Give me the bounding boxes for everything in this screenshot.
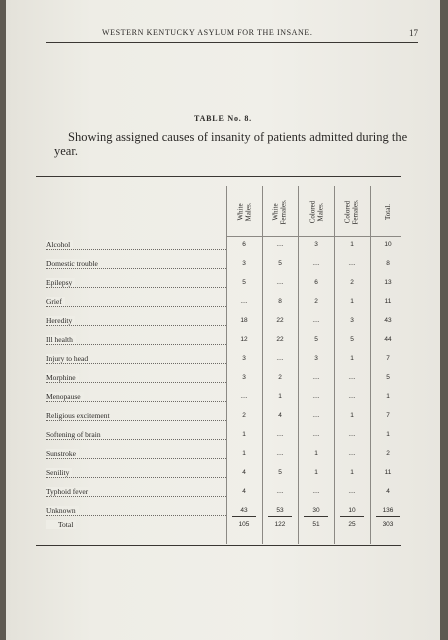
row-label-text: Total: [46, 520, 76, 529]
row-label-text: Alcohol: [46, 240, 73, 249]
sum-rule: [304, 516, 328, 517]
table-row: [46, 506, 406, 520]
cell-white-males: 3: [242, 355, 246, 362]
row-label: [46, 259, 226, 271]
row-label: [46, 487, 226, 499]
sum-rule: [340, 516, 364, 517]
leader-dots: [46, 325, 226, 326]
cell-colored-males: 2: [314, 298, 318, 305]
cell-white-females: 8: [278, 298, 282, 305]
column-header-label: Total.: [383, 203, 392, 221]
cell-colored-females: ....: [348, 374, 356, 381]
row-label-text: Typhoid fever: [46, 487, 91, 496]
cell-white-females: 4: [278, 412, 282, 419]
leader-dots: [46, 439, 226, 440]
row-label: [46, 297, 226, 309]
row-label-text: Unknown: [46, 506, 79, 515]
cell-white-males: ....: [240, 393, 248, 400]
cell-white-males: ....: [240, 298, 248, 305]
cell-white-females: ....: [276, 241, 284, 248]
row-label-text: Sunstroke: [46, 449, 79, 458]
sum-rule: [268, 516, 292, 517]
cell-colored-males: 6: [314, 279, 318, 286]
cell-colored-females: ....: [348, 260, 356, 267]
row-label-text: Ill health: [46, 335, 76, 344]
cell-total: 13: [384, 279, 392, 286]
cell-total: 11: [384, 469, 392, 476]
column-header-label: Colored Females.: [343, 199, 360, 225]
row-label: [46, 506, 226, 518]
cell-total: 4: [386, 488, 390, 495]
row-label-text: Grief: [46, 297, 65, 306]
table-row: [46, 335, 406, 349]
row-label: [46, 335, 226, 347]
cell-colored-females: ....: [348, 431, 356, 438]
leader-dots: [46, 382, 226, 383]
leader-dots: [46, 458, 226, 459]
table-row: [46, 411, 406, 425]
row-label: [46, 392, 226, 404]
column-header-total: [370, 190, 406, 234]
header-bottom-rule: [226, 236, 401, 237]
leader-dots: [46, 496, 226, 497]
column-header-label: White Males.: [235, 202, 252, 222]
row-label-text: Softening of brain: [46, 430, 104, 439]
column-header-colored-females: [334, 190, 370, 234]
sum-rule: [376, 516, 400, 517]
row-label-text: Morphine: [46, 373, 79, 382]
cell-colored-females: 1: [350, 355, 354, 362]
book-page: [6, 0, 440, 640]
cell-white-males: 4: [242, 488, 246, 495]
cell-colored-females: 1: [350, 412, 354, 419]
cell-colored-females: 5: [350, 336, 354, 343]
leader-dots: [46, 344, 226, 345]
leader-dots: [46, 420, 226, 421]
cell-white-females: ....: [276, 450, 284, 457]
cell-colored-females: 10: [348, 507, 356, 514]
cell-white-males: 5: [242, 279, 246, 286]
row-label: [46, 373, 226, 385]
cell-colored-males: ....: [312, 488, 320, 495]
cell-colored-males: 1: [314, 469, 318, 476]
cell-total: 10: [384, 241, 392, 248]
column-header-label: Colored Males.: [308, 200, 324, 224]
leader-dots: [46, 268, 226, 269]
table-row: [46, 392, 406, 406]
cell-total: 1: [386, 393, 390, 400]
cell-white-males: 43: [240, 507, 248, 514]
total-row: [46, 520, 406, 534]
row-label-text: Menopause: [46, 392, 84, 401]
cell-total: 136: [382, 507, 394, 514]
table-row: [46, 354, 406, 368]
row-label-text: Injury to head: [46, 354, 91, 363]
cell-colored-males: ....: [312, 393, 320, 400]
cell-white-males: 3: [242, 374, 246, 381]
cell-total: 11: [384, 298, 392, 305]
column-header-white-males: [226, 190, 262, 234]
cell-colored-females: 2: [350, 279, 354, 286]
cell-colored-females: 1: [350, 298, 354, 305]
cell-colored-females: ....: [348, 393, 356, 400]
cell-total: 1: [386, 431, 390, 438]
cell-total: 7: [386, 412, 390, 419]
table-title: TABLE No. 8.: [194, 114, 252, 123]
cell-colored-males: 30: [312, 507, 320, 514]
row-label: [46, 240, 226, 252]
cell-white-males: 4: [242, 469, 246, 476]
table-bottom-rule: [36, 545, 401, 546]
cell-total: 7: [386, 355, 390, 362]
cell-total: 8: [386, 260, 390, 267]
cell-colored-males: 51: [312, 521, 320, 528]
leader-dots: [46, 401, 226, 402]
cell-colored-females: 1: [350, 469, 354, 476]
row-label-text: Heredity: [46, 316, 75, 325]
table-row: [46, 487, 406, 501]
table-row: [46, 373, 406, 387]
cell-white-females: 122: [274, 521, 286, 528]
table-row: [46, 316, 406, 330]
leader-dots: [46, 249, 226, 250]
row-label: [46, 278, 226, 290]
cell-white-males: 1: [242, 450, 246, 457]
cell-total: 44: [384, 336, 392, 343]
leader-dots: [46, 477, 226, 478]
table-row: [46, 430, 406, 444]
cell-colored-females: 3: [350, 317, 354, 324]
leader-dots: [46, 306, 226, 307]
row-label: [46, 354, 226, 366]
cell-white-females: ....: [276, 279, 284, 286]
header-rule: [46, 42, 418, 43]
cell-colored-males: ....: [312, 412, 320, 419]
cell-colored-males: 3: [314, 241, 318, 248]
cell-white-females: 22: [276, 336, 284, 343]
table-row: [46, 449, 406, 463]
cell-total: 43: [384, 317, 392, 324]
sum-rule: [232, 516, 256, 517]
row-label: [46, 449, 226, 461]
page-header: [46, 26, 418, 44]
row-label: [46, 411, 226, 423]
cell-colored-males: 1: [314, 450, 318, 457]
cell-white-males: 18: [240, 317, 248, 324]
cell-colored-females: ....: [348, 450, 356, 457]
cell-white-females: 2: [278, 374, 282, 381]
leader-dots: [46, 363, 226, 364]
cell-white-females: 5: [278, 260, 282, 267]
row-label: [46, 316, 226, 328]
cell-white-females: 53: [276, 507, 284, 514]
table-row: [46, 278, 406, 292]
cell-total: 5: [386, 374, 390, 381]
cell-colored-females: 1: [350, 241, 354, 248]
cell-colored-males: 3: [314, 355, 318, 362]
column-header-colored-males: [298, 190, 334, 234]
row-label-text: Domestic trouble: [46, 259, 101, 268]
table-row: [46, 468, 406, 482]
table-row: [46, 259, 406, 273]
leader-dots: [46, 515, 226, 516]
cell-colored-males: ....: [312, 374, 320, 381]
row-label-text: Religious excitement: [46, 411, 113, 420]
cell-white-females: 22: [276, 317, 284, 324]
table-row: [46, 297, 406, 311]
cell-white-females: ....: [276, 431, 284, 438]
cell-white-females: ....: [276, 355, 284, 362]
cell-colored-females: ....: [348, 488, 356, 495]
cell-white-males: 3: [242, 260, 246, 267]
cell-colored-males: ....: [312, 317, 320, 324]
cell-white-females: 5: [278, 469, 282, 476]
cell-white-males: 1: [242, 431, 246, 438]
cell-white-males: 6: [242, 241, 246, 248]
leader-dots: [46, 287, 226, 288]
cell-colored-males: 5: [314, 336, 318, 343]
column-header-white-females: [262, 190, 298, 234]
cell-white-females: ....: [276, 488, 284, 495]
row-label-text: Senility: [46, 468, 72, 477]
cell-total: 303: [382, 521, 394, 528]
table-row: [46, 240, 406, 254]
row-label: [46, 468, 226, 480]
cell-white-males: 2: [242, 412, 246, 419]
column-header-label: White Females.: [271, 199, 288, 225]
cell-white-females: 1: [278, 393, 282, 400]
row-label: [46, 430, 226, 442]
table-top-rule: [36, 176, 401, 177]
cell-colored-males: ....: [312, 431, 320, 438]
cell-colored-males: ....: [312, 260, 320, 267]
page-number: 17: [409, 28, 418, 38]
cell-white-males: 105: [238, 521, 250, 528]
cell-white-males: 12: [240, 336, 248, 343]
cell-total: 2: [386, 450, 390, 457]
row-label-text: Epilepsy: [46, 278, 75, 287]
running-head: WESTERN KENTUCKY ASYLUM FOR THE INSANE.: [102, 28, 313, 37]
row-label: [46, 520, 226, 532]
cell-colored-females: 25: [348, 521, 356, 528]
table-caption: Showing assigned causes of insanity of patients admitted during the year.: [54, 130, 408, 158]
